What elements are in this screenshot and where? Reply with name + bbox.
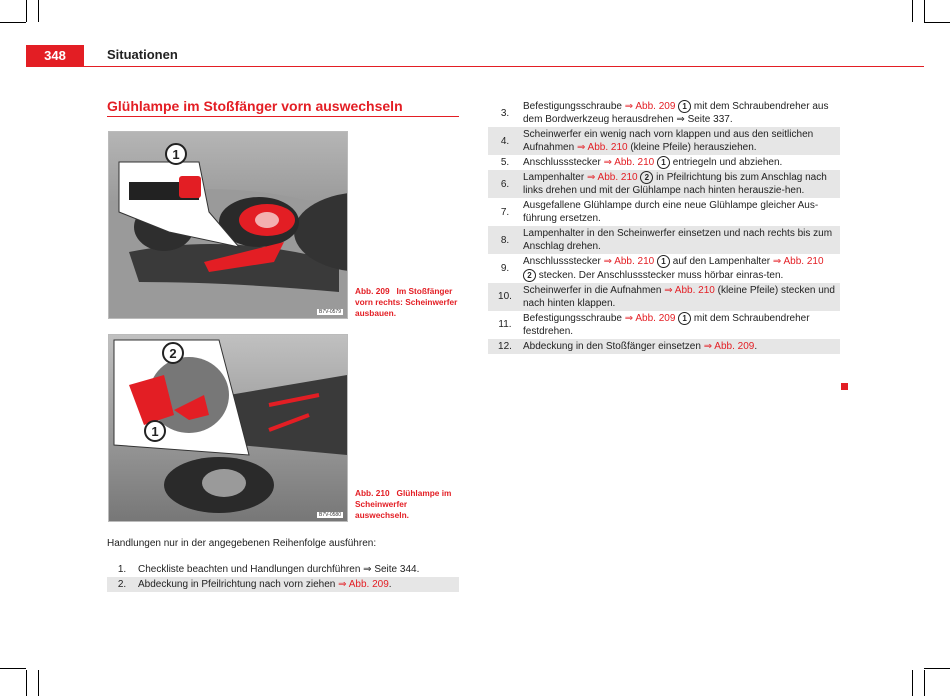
step-text: [137, 562, 459, 577]
callout-badge: 1: [678, 312, 691, 325]
step-text: [522, 99, 840, 127]
text-run: Befestigungsschraube: [523, 312, 625, 324]
text-run: Anschlussstecker: [523, 256, 604, 268]
step-row: [107, 562, 459, 577]
text-run: Abdeckung in Pfeilrichtung nach vorn ziehen: [138, 579, 339, 590]
step-number: 3.: [500, 107, 510, 119]
step-number: 9.: [500, 263, 510, 275]
text-run: mit dem Schraubendreher aus dem Bordwerkzeug herausdrehen ⇒ Seite 337.: [523, 101, 829, 126]
callout-badge: 1: [678, 100, 691, 113]
step-number: 10.: [498, 291, 512, 303]
crop-mark: [26, 0, 27, 22]
callout-1: 1: [151, 424, 159, 439]
step-number: 7.: [500, 206, 510, 218]
steps-list-right: [488, 99, 840, 354]
figure-210-caption: [355, 488, 461, 521]
intro-text: Handlungen nur in der angegebenen Reihenfolge ausführen:: [107, 538, 377, 549]
step-number: 6.: [500, 178, 510, 190]
caption-number: Abb. 210: [355, 488, 390, 498]
text-run: (kleine Pfeile) herausziehen.: [627, 142, 757, 154]
step-number: 11.: [498, 319, 512, 331]
text-run: Abdeckung in den Stoßfänger einsetzen: [523, 340, 704, 352]
text-run: Ausgefallene Glühlampe durch eine neue Glühlampe gleicher Aus-führung ersetzen.: [523, 200, 819, 225]
text-run: Checkliste beachten und Handlungen durchführen ⇒ Seite 344.: [138, 564, 420, 575]
text-run: in Pfeilrichtung bis zum Anschlag nach links drehen und mit der Glühlampe nach hinten herauszie-hen.: [523, 172, 827, 197]
caption-text: Im Stoßfänger vorn rechts: Scheinwerfer ausbauen.: [355, 286, 458, 318]
chapter-title: Situationen: [107, 47, 178, 62]
step-row: [488, 254, 840, 282]
step-number: 12.: [498, 340, 512, 352]
step-row: [488, 99, 840, 127]
callout-2: 2: [169, 346, 177, 361]
crop-mark: [924, 22, 950, 23]
figure-reference[interactable]: ⇒ Abb. 210: [586, 172, 638, 184]
crop-mark: [924, 670, 925, 696]
step-text: [522, 283, 840, 311]
step-number: 4.: [500, 135, 510, 147]
callout-1: 1: [172, 147, 180, 162]
crop-mark: [38, 0, 39, 22]
figure-reference[interactable]: ⇒ Abb. 209: [338, 579, 389, 590]
step-row: [488, 170, 840, 198]
callout-badge: 1: [657, 156, 670, 169]
step-text: [522, 339, 840, 354]
step-row: [488, 283, 840, 311]
step-row: [107, 577, 459, 592]
step-row: [488, 311, 840, 339]
crop-mark: [38, 670, 39, 696]
crop-mark: [912, 670, 913, 696]
text-run: auf den Lampenhalter: [670, 256, 773, 268]
figure-209-caption: [355, 286, 461, 319]
step-number: 2.: [117, 579, 127, 590]
step-number: 8.: [500, 234, 510, 246]
step-row: [488, 339, 840, 354]
step-text: [522, 198, 840, 226]
crop-mark: [0, 668, 26, 669]
text-run: Befestigungsschraube: [523, 101, 625, 113]
callout-badge: 2: [523, 269, 536, 282]
step-row: [488, 155, 840, 170]
text-run: (kleine Pfeile) stecken und nach hinten klappen.: [523, 284, 835, 309]
figure-reference[interactable]: ⇒ Abb. 209: [624, 312, 676, 324]
step-number: 5.: [500, 157, 510, 169]
step-text: [522, 155, 840, 170]
caption-number: Abb. 209: [355, 286, 390, 296]
text-run: Scheinwerfer ein wenig nach vorn klappen und aus den seitlichen Aufnahmen: [523, 129, 814, 154]
text-run: mit dem Schraubendreher festdrehen.: [523, 312, 810, 337]
callout-badge: 2: [640, 171, 653, 184]
step-text: [522, 226, 840, 254]
text-run: stecken. Der Anschlussstecker muss hörbar einras-ten.: [536, 269, 784, 281]
crop-mark: [0, 22, 26, 23]
figure-reference[interactable]: ⇒ Abb. 209: [624, 101, 676, 113]
text-run: entriegeln und abziehen.: [670, 157, 783, 169]
page-number: 348: [26, 45, 84, 67]
figure-reference[interactable]: ⇒ Abb. 210: [664, 284, 715, 296]
step-row: [488, 226, 840, 254]
caption-text: Glühlampe im Scheinwerfer auswechseln.: [355, 488, 452, 520]
text-run: .: [754, 340, 758, 352]
figure-code: B7V-0579: [319, 309, 341, 315]
step-text: [522, 311, 840, 339]
figure-210-image: [108, 334, 348, 522]
figure-reference[interactable]: ⇒ Abb. 210: [576, 142, 628, 154]
figure-reference[interactable]: ⇒ Abb. 210: [603, 157, 655, 169]
text-run: Lampenhalter in den Scheinwerfer einsetzen und nach rechts bis zum Anschlag drehen.: [523, 228, 833, 253]
step-text: [522, 127, 840, 155]
callout-badge: 1: [657, 255, 670, 268]
steps-list-left: [107, 562, 459, 592]
end-mark: [841, 383, 848, 390]
figure-reference[interactable]: ⇒ Abb. 209: [703, 340, 755, 352]
figure-code: B7V-0580: [319, 512, 341, 518]
step-text: [522, 170, 840, 198]
figure-209-image: [108, 131, 348, 319]
text-run: Scheinwerfer in die Aufnahmen: [523, 284, 665, 296]
figure-reference[interactable]: ⇒ Abb. 210: [603, 256, 655, 268]
step-number: 1.: [117, 564, 127, 575]
text-run: Lampenhalter: [523, 172, 587, 184]
step-text: [522, 254, 840, 282]
crop-mark: [924, 668, 950, 669]
section-divider: [107, 116, 459, 117]
text-run: Anschlussstecker: [523, 157, 604, 169]
header-divider: [84, 66, 924, 67]
crop-mark: [26, 670, 27, 696]
step-text: [137, 577, 459, 592]
crop-mark: [912, 0, 913, 22]
text-run: .: [388, 579, 392, 590]
step-row: [488, 127, 840, 155]
step-row: [488, 198, 840, 226]
crop-mark: [924, 0, 925, 22]
section-title: Glühlampe im Stoßfänger vorn auswechseln: [107, 98, 403, 114]
figure-reference[interactable]: ⇒ Abb. 210: [772, 256, 824, 268]
